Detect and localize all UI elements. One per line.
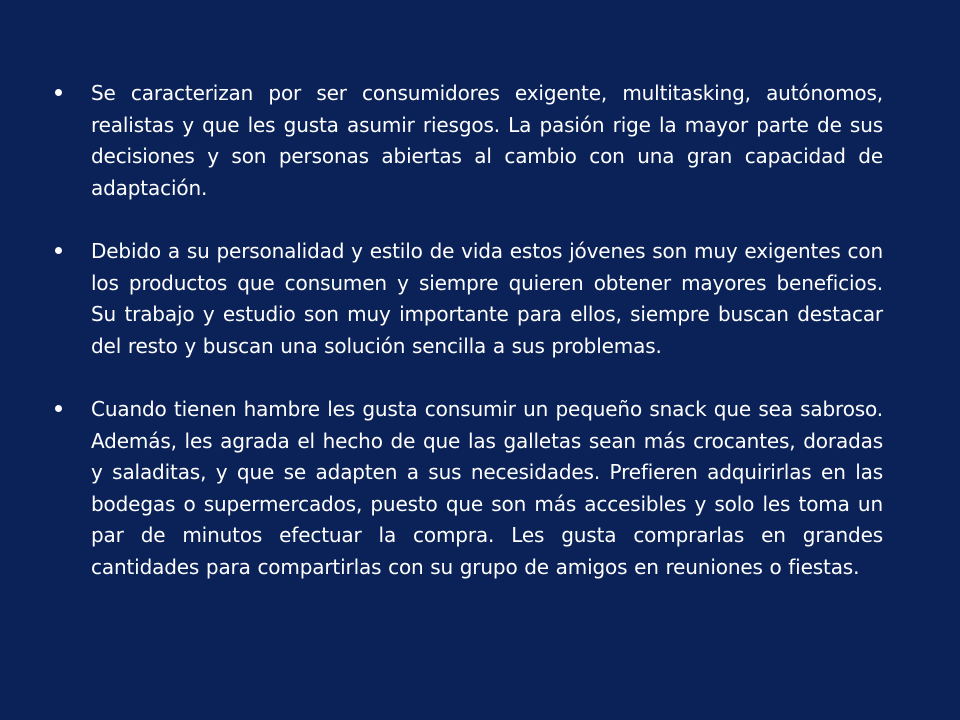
bullet-item [55, 78, 883, 204]
bullet-list [55, 78, 883, 583]
bullet-item [55, 394, 883, 583]
bullet-icon [55, 247, 62, 254]
bullet-icon [55, 405, 62, 412]
bullet-text: Debido a su personalidad y estilo de vida estos jóvenes son muy exigentes con los productos que consumen y siempre quieren obtener mayores beneficios. Su trabajo y estudio son muy importante para ellos, siempre buscan destacar del resto y buscan una solución sencilla a sus problemas. [91, 239, 883, 358]
bullet-icon [55, 89, 62, 96]
bullet-text: Se caracterizan por ser consumidores exigente, multitasking, autónomos, realistas y que les gusta asumir riesgos. La pasión rige la mayor parte de sus decisiones y son personas abiertas al cambio con una gran capacidad de adaptación. [91, 81, 883, 200]
bullet-item [55, 236, 883, 362]
bullet-text: Cuando tienen hambre les gusta consumir un pequeño snack que sea sabroso. Además, les agrada el hecho de que las galletas sean más crocantes, doradas y saladitas, y que se adapten a sus necesidades. Prefieren adquirirlas en las bodegas o supermercados, puesto que son más accesibles y solo les toma un par de minutos efectuar la compra. Les gusta comprarlas en grandes cantidades para compartirlas con su grupo de amigos en reuniones o fiestas. [91, 397, 883, 579]
